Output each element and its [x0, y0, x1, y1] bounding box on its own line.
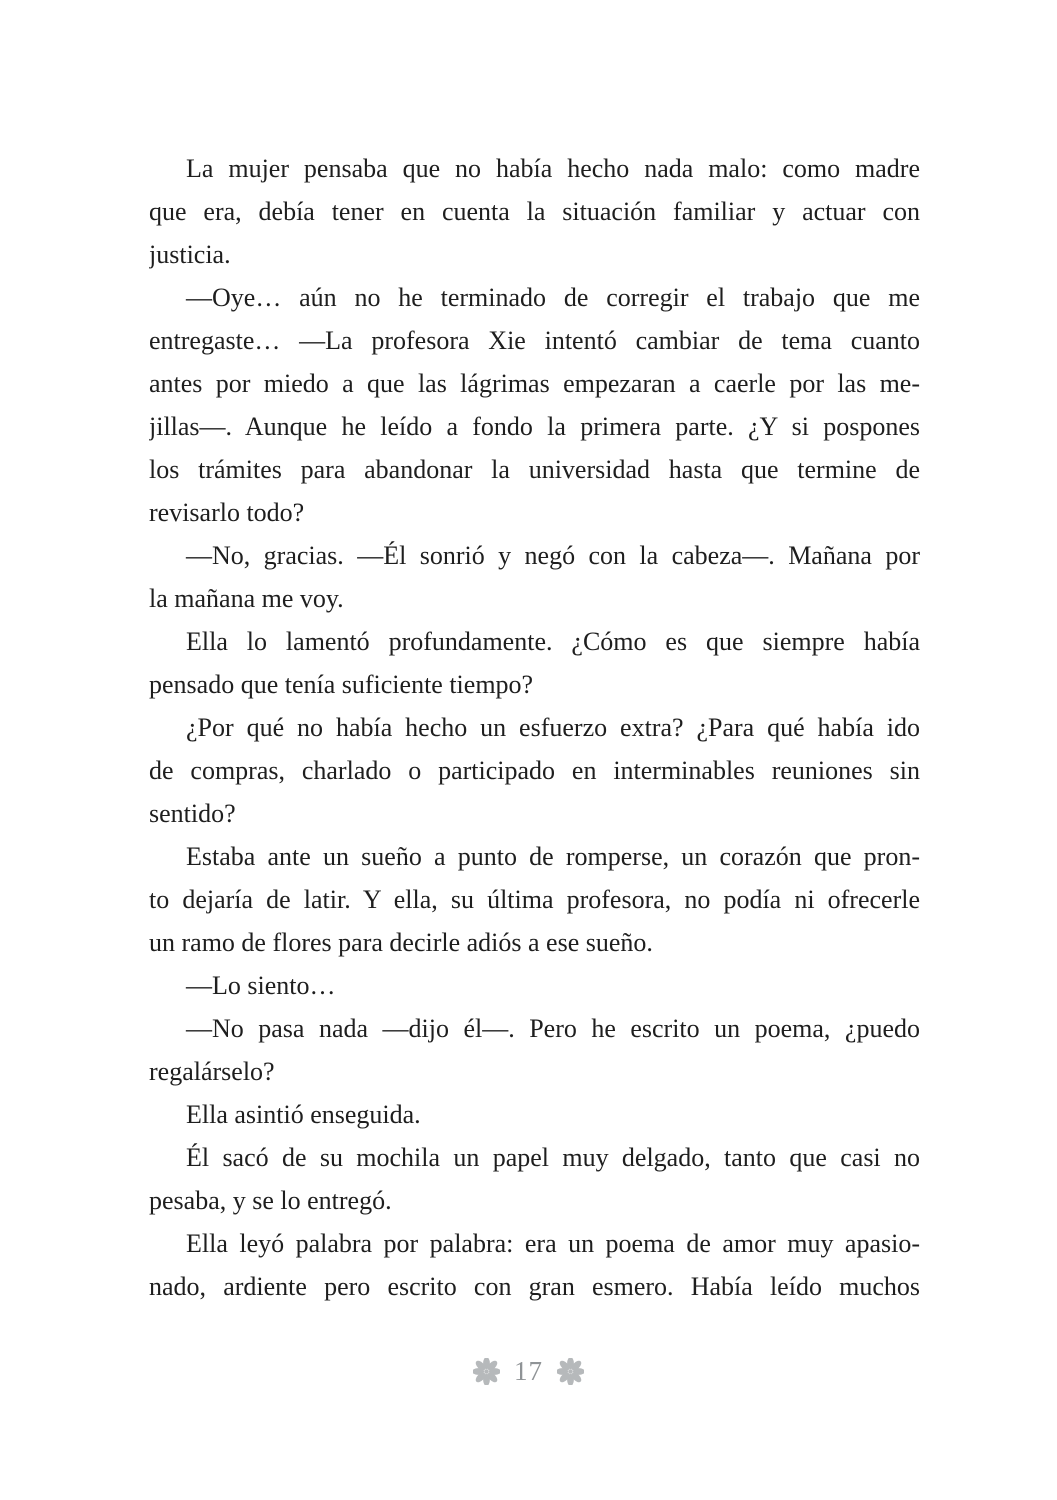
text-line: de compras, charlado o participado en interminables reuniones sin	[149, 756, 920, 785]
text-line: un ramo de flores para decirle adiós a ese sueño.	[149, 928, 653, 957]
page-text	[149, 147, 920, 1308]
text-line: Estaba ante un sueño a punto de romperse, un corazón que pron-	[186, 842, 920, 871]
text-line: Ella asintió enseguida.	[186, 1100, 421, 1129]
text-line: —No, gracias. —Él sonrió y negó con la cabeza—. Mañana por	[186, 541, 920, 570]
text-line: —No pasa nada —dijo él—. Pero he escrito un poema, ¿puedo	[186, 1014, 920, 1043]
text-line: Él sacó de su mochila un papel muy delgado, tanto que casi no	[186, 1143, 920, 1172]
text-line: —Lo siento…	[186, 971, 336, 1000]
text-line: La mujer pensaba que no había hecho nada malo: como madre	[186, 154, 920, 183]
page-number: 17	[514, 1355, 543, 1386]
text-line: sentido?	[149, 799, 236, 828]
flower-ornament-icon	[473, 1358, 500, 1385]
text-line: Ella lo lamentó profundamente. ¿Cómo es que siempre había	[186, 627, 920, 656]
text-line: antes por miedo a que las lágrimas empezaran a caerle por las me-	[149, 369, 920, 398]
text-line: los trámites para abandonar la universidad hasta que termine de	[149, 455, 920, 484]
text-line: pesaba, y se lo entregó.	[149, 1186, 392, 1215]
text-line: revisarlo todo?	[149, 498, 305, 527]
text-line: nado, ardiente pero escrito con gran esmero. Había leído muchos	[149, 1272, 920, 1301]
text-line: pensado que tenía suficiente tiempo?	[149, 670, 534, 699]
text-line: entregaste… —La profesora Xie intentó cambiar de tema cuanto	[149, 326, 920, 355]
text-line: ¿Por qué no había hecho un esfuerzo extra? ¿Para qué había ido	[186, 713, 920, 742]
flower-ornament-icon	[557, 1358, 584, 1385]
page-footer	[0, 1348, 1057, 1394]
text-line: la mañana me voy.	[149, 584, 344, 613]
text-line: regalárselo?	[149, 1057, 275, 1086]
text-line: justicia.	[149, 240, 231, 269]
text-line: que era, debía tener en cuenta la situación familiar y actuar con	[149, 197, 920, 226]
text-line: to dejaría de latir. Y ella, su última profesora, no podía ni ofrecerle	[149, 885, 920, 914]
text-line: jillas—. Aunque he leído a fondo la primera parte. ¿Y si pospones	[149, 412, 920, 441]
text-line: Ella leyó palabra por palabra: era un poema de amor muy apasio-	[186, 1229, 920, 1258]
text-line: —Oye… aún no he terminado de corregir el trabajo que me	[186, 283, 920, 312]
